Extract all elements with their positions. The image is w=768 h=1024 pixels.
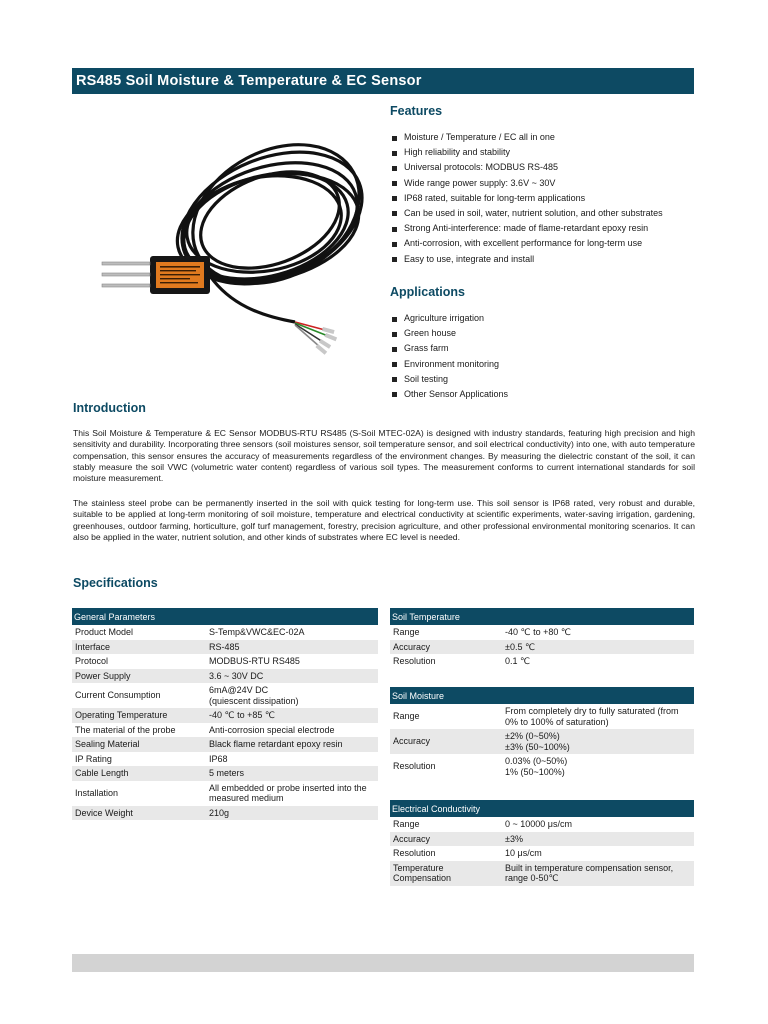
applications-list	[392, 311, 508, 402]
spec-label: Range	[393, 819, 420, 829]
table-row	[72, 781, 378, 806]
spec-label: Range	[393, 627, 420, 637]
list-item: IP68 rated, suitable for long-term applications	[392, 191, 663, 206]
list-item: Moisture / Temperature / EC all in one	[392, 130, 663, 145]
list-item: Wide range power supply: 3.6V ~ 30V	[392, 176, 663, 191]
table-row	[72, 625, 378, 640]
list-item: Other Sensor Applications	[392, 387, 508, 402]
spec-label: Device Weight	[72, 806, 206, 821]
table-row	[390, 729, 694, 754]
spec-label: Installation	[75, 787, 119, 798]
spec-value: 3.6 ~ 30V DC	[206, 669, 378, 684]
intro-paragraph-1: This Soil Moisture & Temperature & EC Sensor MODBUS-RTU RS485 (S-Soil MTEC-02A) is designed with industry standards, featuring high precision and high sensitivity and durability. Incorporating three sensors (soil moistures sensor, soil temperature sensor, and soil electrical conductivity) into one, with auto temperature compensation, this sensor ensures the accuracy of measurements regardless of the environment changes. By measuring the dielectric constant of the soil, it can stably measure the soil VWC (volumetric water content) regardless of various soil types. The measurement conforms to current international standards for soil moisture measurement.	[73, 428, 695, 484]
spec-value: 5 meters	[206, 766, 378, 781]
table-row	[72, 683, 378, 708]
table-title: Electrical Conductivity	[390, 800, 694, 817]
footer-bar	[72, 954, 694, 972]
spec-value: ±0.5 ℃	[502, 640, 694, 655]
table-row	[390, 654, 694, 669]
electrical-conductivity-table	[390, 800, 694, 886]
spec-label: Resolution	[393, 848, 436, 858]
spec-label: Cable Length	[72, 766, 206, 781]
spec-value: 6mA@24V DC (quiescent dissipation)	[209, 685, 299, 706]
spec-value: From completely dry to fully saturated (from 0% to 100% of saturation)	[505, 706, 679, 727]
applications-heading: Applications	[390, 285, 466, 299]
general-parameters-table	[72, 608, 378, 820]
list-item: Environment monitoring	[392, 357, 508, 372]
spec-value: Anti-corrosion special electrode	[209, 724, 335, 735]
spec-value: IP68	[209, 753, 228, 764]
spec-label: Accuracy	[390, 832, 502, 847]
list-item: Easy to use, integrate and install	[392, 252, 663, 267]
spec-value: 10 μs/cm	[505, 848, 542, 858]
spec-value: MODBUS-RTU RS485	[209, 656, 300, 666]
spec-value: ±3%	[502, 832, 694, 847]
spec-value: -40 ℃ to +85 ℃	[206, 708, 378, 723]
spec-value: 210g	[206, 806, 378, 821]
spec-value: 0.1 ℃	[505, 656, 531, 666]
spec-label: Operating Temperature	[72, 708, 206, 723]
intro-paragraph-2: The stainless steel probe can be permanently inserted in the soil with quick testing for long-term use. This soil sensor is IP68 rated, very robust and durable, suitable to be applied at long-term monitoring of soil moisture, temperature and electrical conductivity at scientific experiments, water-saving irrigation, gardening, greenhouses, outdoor farming, horticulture, golf turf management, forestry, precision agriculture, and other professional environmental monitoring scenarios. It can also be applied in the water, nutrient solution, and other kinds of substrates where EC level is needed.	[73, 498, 695, 542]
table-row	[390, 754, 694, 779]
features-list	[392, 130, 663, 267]
product-photo	[80, 104, 370, 364]
features-heading: Features	[390, 104, 443, 118]
table-title: Soil Temperature	[390, 608, 694, 625]
spec-value: -40 ℃ to +80 ℃	[505, 627, 571, 637]
spec-label: Sealing Material	[72, 737, 206, 752]
table-row	[72, 723, 378, 738]
spec-label: Accuracy	[390, 729, 502, 754]
introduction-heading: Introduction	[73, 401, 146, 415]
list-item: High reliability and stability	[392, 145, 663, 160]
table-row	[390, 817, 694, 832]
list-item: Agriculture irrigation	[392, 311, 508, 326]
spec-value: S-Temp&VWC&EC-02A	[209, 627, 305, 637]
spec-label: The material of the probe	[75, 724, 176, 735]
spec-label: Temperature Compensation	[390, 861, 502, 886]
table-row	[390, 640, 694, 655]
table-row	[72, 654, 378, 669]
list-item: Grass farm	[392, 341, 508, 356]
table-title: General Parameters	[72, 608, 378, 625]
spec-label: Product Model	[75, 627, 134, 637]
spec-value: Black flame retardant epoxy resin	[206, 737, 378, 752]
spec-label: Power Supply	[72, 669, 206, 684]
specifications-heading: Specifications	[73, 576, 158, 590]
list-item: Universal protocols: MODBUS RS-485	[392, 160, 663, 175]
soil-temperature-table	[390, 608, 694, 669]
spec-value: 0 ~ 10000 μs/cm	[505, 819, 572, 829]
list-item: Soil testing	[392, 372, 508, 387]
spec-label: IP Rating	[75, 753, 112, 764]
list-item: Green house	[392, 326, 508, 341]
list-item: Anti-corrosion, with excellent performance for long-term use	[392, 236, 663, 251]
spec-label: Accuracy	[390, 640, 502, 655]
table-row	[390, 704, 694, 729]
table-title: Soil Moisture	[390, 687, 694, 704]
spec-label: Current Consumption	[75, 690, 161, 701]
spec-label: Range	[393, 711, 420, 722]
spec-value: All embedded or probe inserted into the measured medium	[209, 782, 367, 803]
spec-label: Resolution	[393, 656, 436, 666]
table-row	[72, 708, 378, 723]
table-row	[390, 861, 694, 886]
spec-value: Built in temperature compensation sensor, range 0-50℃	[502, 861, 694, 886]
spec-label: Protocol	[75, 656, 109, 666]
table-row	[390, 846, 694, 861]
spec-value: 0.03% (0~50%) 1% (50~100%)	[505, 756, 568, 777]
spec-label: Interface	[72, 640, 206, 655]
page-title: RS485 Soil Moisture & Temperature & EC Sensor	[72, 68, 694, 94]
spec-label: Resolution	[393, 761, 436, 772]
table-row	[390, 625, 694, 640]
table-row	[72, 640, 378, 655]
table-row	[72, 669, 378, 684]
table-row	[72, 806, 378, 821]
spec-value: ±2% (0~50%) ±3% (50~100%)	[502, 729, 694, 754]
soil-moisture-table	[390, 687, 694, 779]
table-row	[72, 737, 378, 752]
table-row	[72, 752, 378, 767]
list-item: Can be used in soil, water, nutrient solution, and other substrates	[392, 206, 663, 221]
list-item: Strong Anti-interference: made of flame-retardant epoxy resin	[392, 221, 663, 236]
table-row	[72, 766, 378, 781]
spec-value: RS-485	[206, 640, 378, 655]
table-row	[390, 832, 694, 847]
